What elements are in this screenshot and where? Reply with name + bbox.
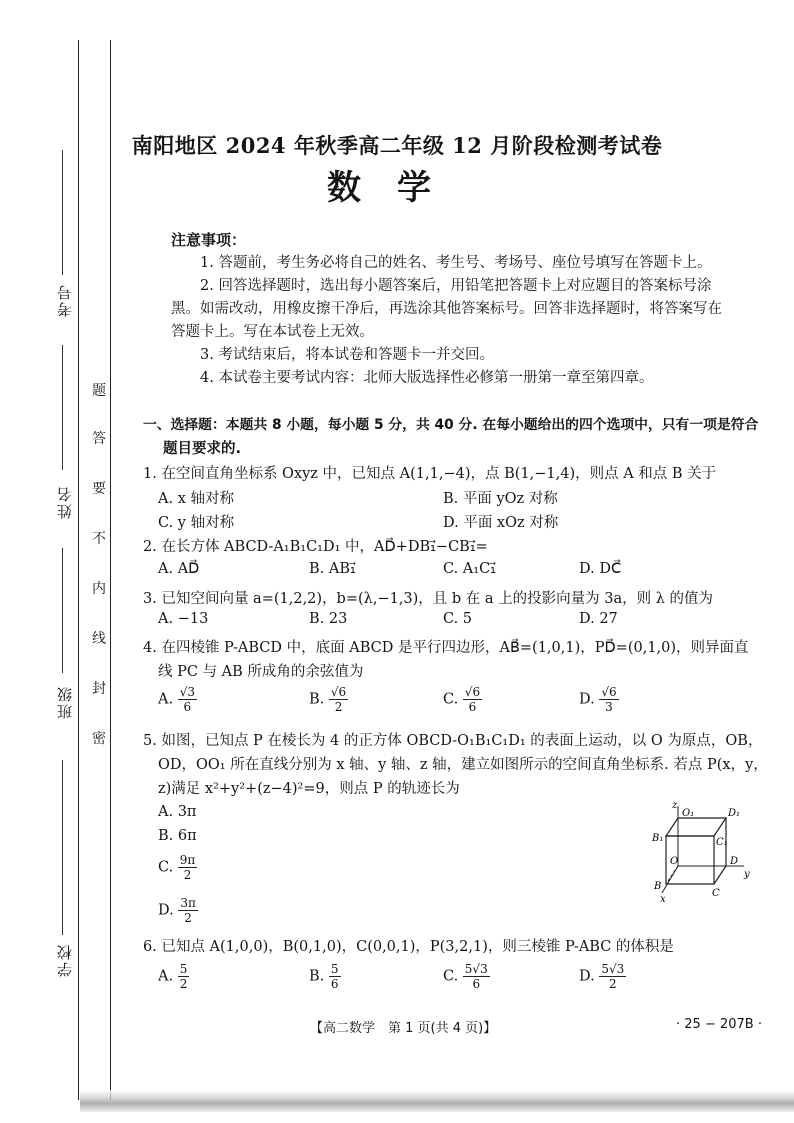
- question-5-option-c[interactable]: [158, 853, 197, 882]
- school-label: 学校: [56, 943, 74, 977]
- fig-label-y: y: [744, 869, 750, 880]
- fraction: [463, 962, 490, 991]
- numerator: √6: [464, 685, 481, 699]
- fig-label-b1: B₁: [652, 833, 664, 844]
- exam-title: 南阳地区 2024 年秋季高二年级 12 月阶段检测考试卷: [131, 133, 663, 158]
- option-letter: B.: [309, 968, 325, 985]
- question-6-option-a[interactable]: [158, 962, 189, 991]
- seal-char: 封: [92, 681, 106, 697]
- fraction: [178, 685, 197, 714]
- option-letter: C.: [158, 859, 174, 876]
- page-footer: 【高二数学 第 1 页(共 4 页)】: [310, 1021, 497, 1036]
- question-4-stem: 4. 在四棱锥 P-ABCD 中，底面 ABCD 是平行四边形，AB⃗=(1,0,1)，PD⃗=(0,1,0)，则异面直: [143, 640, 749, 656]
- seal-char: 内: [92, 581, 106, 597]
- numerator: 5: [179, 962, 188, 976]
- denominator: 6: [472, 977, 481, 991]
- denominator: 2: [608, 977, 617, 991]
- option-letter: A.: [158, 691, 174, 708]
- option-letter: D.: [579, 691, 595, 708]
- fraction: [178, 853, 198, 882]
- question-4-option-b[interactable]: [309, 685, 348, 714]
- numerator: √3: [179, 685, 195, 699]
- paper-code: · 25 − 207B ·: [676, 1017, 762, 1032]
- denominator: 6: [183, 700, 192, 714]
- question-2-option-b[interactable]: B. AB₁⃗: [309, 561, 356, 577]
- school-field[interactable]: [62, 760, 63, 935]
- class-field[interactable]: [62, 548, 63, 673]
- option-letter: C.: [443, 691, 459, 708]
- section-heading: 一、选择题：本题共 8 小题，每小题 5 分，共 40 分. 在每小题给出的四个选项中，只有一项是符合: [143, 417, 759, 433]
- section-heading-cont: 题目要求的.: [163, 441, 242, 457]
- denominator: 2: [183, 868, 192, 882]
- notice-heading: 注意事项：: [171, 231, 247, 249]
- question-6-option-d[interactable]: [579, 962, 626, 991]
- notice-line: 黑。如需改动，用橡皮擦干净后，再选涂其他答案标号。回答非选择题时，将答案写在: [171, 301, 722, 317]
- question-5-option-a[interactable]: A. 3π: [158, 804, 197, 820]
- question-1-option-b[interactable]: B. 平面 yOz 对称: [443, 491, 558, 507]
- question-6-option-b[interactable]: [309, 962, 341, 991]
- fraction: [599, 685, 618, 714]
- numerator: 3π: [180, 896, 196, 910]
- fig-label-d: D: [730, 856, 739, 867]
- seal-char: 密: [92, 731, 106, 747]
- denominator: 6: [330, 977, 339, 991]
- fraction: [329, 685, 348, 714]
- option-letter: C.: [443, 968, 459, 985]
- question-3-option-d[interactable]: D. 27: [579, 611, 618, 627]
- fig-label-c: C: [712, 888, 720, 899]
- fraction: [329, 962, 341, 991]
- question-3-option-c[interactable]: C. 5: [443, 611, 473, 627]
- question-5-option-b[interactable]: B. 6π: [158, 828, 197, 844]
- fig-label-d1: D₁: [728, 808, 741, 819]
- question-1-stem: 1. 在空间直角坐标系 Oxyz 中，已知点 A(1,1,−4)，点 B(1,−1,4)，则点 A 和点 B 关于: [143, 466, 717, 482]
- name-field[interactable]: [62, 345, 63, 470]
- seal-char: 题: [92, 383, 106, 399]
- question-2-stem: 2. 在长方体 ABCD-A₁B₁C₁D₁ 中，AD⃗+DB₁⃗−CB₁⃗=: [143, 539, 488, 555]
- question-2-option-c[interactable]: C. A₁C₁⃗: [443, 561, 496, 577]
- option-letter: A.: [158, 968, 174, 985]
- question-2-option-a[interactable]: A. AD⃗: [158, 561, 200, 577]
- fig-label-c1: C₁: [716, 837, 728, 848]
- fig-label-o: O: [670, 856, 679, 867]
- question-3-option-a[interactable]: A. −13: [158, 611, 209, 627]
- numerator: 5√3: [601, 962, 625, 976]
- subject-title: 数学: [327, 168, 467, 208]
- question-3-option-b[interactable]: B. 23: [309, 611, 348, 627]
- fig-label-o1: O₁: [682, 808, 695, 819]
- fraction: [463, 685, 482, 714]
- class-label: 班级: [56, 685, 74, 719]
- denominator: 2: [179, 977, 188, 991]
- question-3-stem: 3. 已知空间向量 a=(1,2,2)，b=(λ,−1,3)，且 b 在 a 上的投影向量为 3a，则 λ 的值为: [143, 591, 714, 607]
- notice-line: 答题卡上。写在本试卷上无效。: [171, 324, 374, 340]
- question-1-option-c[interactable]: C. y 轴对称: [158, 515, 235, 531]
- seal-char: 答: [92, 431, 106, 447]
- fig-label-b: B: [654, 881, 662, 892]
- question-2-option-d[interactable]: D. DC⃗: [579, 561, 622, 577]
- question-1-option-a[interactable]: A. x 轴对称: [158, 491, 234, 507]
- exam-no-label: 考号: [56, 283, 74, 317]
- cube-figure: [640, 798, 758, 908]
- notice-line: 4. 本试卷主要考试内容：北师大版选择性必修第一册第一章至第四章。: [200, 370, 654, 386]
- notice-line: 2. 回答选择题时，选出每小题答案后，用铅笔把答题卡上对应题目的答案标号涂: [200, 278, 712, 294]
- seal-char: 不: [92, 531, 106, 547]
- seal-char: 线: [92, 631, 106, 647]
- fraction: [599, 962, 626, 991]
- numerator: √6: [330, 685, 347, 699]
- question-4-stem-cont: 线 PC 与 AB 所成角的余弦值为: [158, 664, 364, 680]
- seal-char: 要: [92, 481, 106, 497]
- numerator: √6: [601, 685, 617, 699]
- numerator: 5√3: [464, 962, 488, 976]
- question-5-stem: 5. 如图，已知点 P 在棱长为 4 的正方体 OBCD-O₁B₁C₁D₁ 的表面上运动，以 O 为原点，OB，: [143, 733, 763, 749]
- name-label: 姓名: [56, 485, 74, 519]
- question-5-stem-cont2: z)满足 x²+y²+(z−4)²=9，则点 P 的轨迹长为: [158, 781, 460, 797]
- notice-line: 3. 考试结束后，将本试卷和答题卡一并交回。: [200, 347, 494, 363]
- fraction: [178, 896, 198, 925]
- fig-label-z: z: [672, 800, 678, 811]
- question-6-stem: 6. 已知点 A(1,0,0)，B(0,1,0)，C(0,0,1)，P(3,2,1)，则三棱锥 P-ABC 的体积是: [143, 939, 674, 955]
- question-5-stem-cont: OD，OO₁ 所在直线分别为 x 轴、y 轴、z 轴，建立如图所示的空间直角坐标系. 若点 P(x，y，: [158, 757, 768, 773]
- denominator: 2: [334, 700, 343, 714]
- notice-line: 1. 答题前，考生务必将自己的姓名、考生号、考场号、座位号填写在答题卡上。: [200, 255, 712, 271]
- option-letter: D.: [158, 902, 174, 919]
- fraction: [178, 962, 190, 991]
- denominator: 3: [605, 700, 613, 714]
- denominator: 6: [468, 700, 477, 714]
- question-4-option-a[interactable]: [158, 685, 197, 714]
- scan-artifact: [80, 1090, 794, 1112]
- option-letter: B.: [309, 691, 325, 708]
- question-4-option-c[interactable]: [443, 685, 482, 714]
- question-6-option-c[interactable]: [443, 962, 490, 991]
- question-1-option-d[interactable]: D. 平面 xOz 对称: [443, 515, 559, 531]
- question-5-option-d[interactable]: [158, 896, 198, 925]
- denominator: 2: [184, 911, 192, 925]
- numerator: 9π: [179, 853, 196, 867]
- question-4-option-d[interactable]: [579, 685, 619, 714]
- option-letter: D.: [579, 968, 595, 985]
- fig-label-x: x: [660, 894, 666, 905]
- numerator: 5: [330, 962, 339, 976]
